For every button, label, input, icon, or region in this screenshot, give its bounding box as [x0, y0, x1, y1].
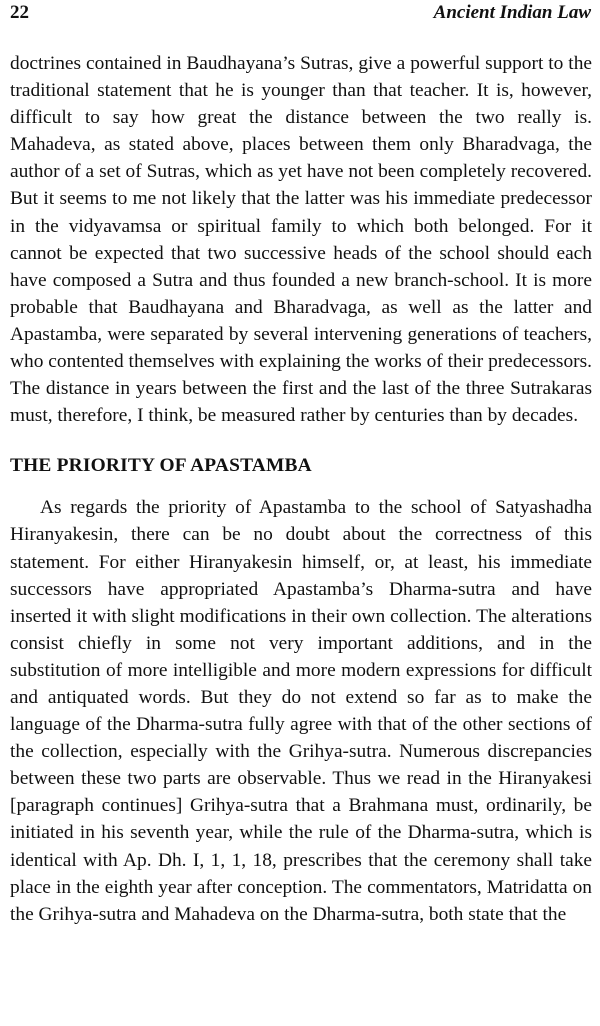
body-paragraph-1: doctrines contained in Baudhayana’s Sutras, give a powerful support to the traditional statement that he is younger than that teacher. It is, however, difficult to say how great the distance between the two really is. Mahadeva, as stated above, places between them only Bharadvaga, the author of a set of Sutras, which as yet have not been completely recovered. But it seems to me not likely that the latter was his immediate predecessor in the vidyavamsa or spiritual family to which both belonged. For it cannot be expected that two successive heads of the school should each have composed a Sutra and thus founded a new branch-school. It is more probable that Baudhayana and Bharadvaga, as well as the latter and Apastamba, were separated by several intervening generations of teachers, who contented themselves with explaining the works of their predecessors. The distance in years between the first and the last of the three Sutrakaras must, therefore, I think, be measured rather by centuries than by decades.	[10, 53, 592, 427]
running-title: Ancient Indian Law	[433, 2, 591, 23]
page-number: 22	[10, 2, 29, 23]
section-heading: THE PRIORITY OF APASTAMBA	[10, 455, 312, 477]
page-content	[10, 50, 592, 928]
body-paragraph-2: As regards the priority of Apastamba to the school of Satyashadha Hiranyakesin, there can be no doubt about the correctness of this statement. For either Hiranyakesin himself, or, at least, his immediate successors have appropriated Apastamba’s Dharma-sutra and have inserted it with slight modifications in their own collection. The alterations consist chiefly in some not very important additions, and in the substitution of more intelligible and more modern expressions for difficult and antiquated words. But they do not extend so far as to make the language of the Dharma-sutra fully agree with that of the other sections of the collection, especially with the Grihya-sutra. Numerous discrepancies between these two parts are observable. Thus we read in the Hiranyakesi [paragraph continues] Grihya-sutra that a Brahmana must, ordinarily, be initiated in his seventh year, while the rule of the Dharma-sutra, which is identical with Ap. Dh. I, 1, 1, 18, prescribes that the ceremony shall take place in the eighth year after conception. The commentators, Matridatta on the Grihya-sutra and Mahadeva on the Dharma-sutra, both state that the	[10, 497, 592, 925]
running-header	[10, 2, 591, 30]
